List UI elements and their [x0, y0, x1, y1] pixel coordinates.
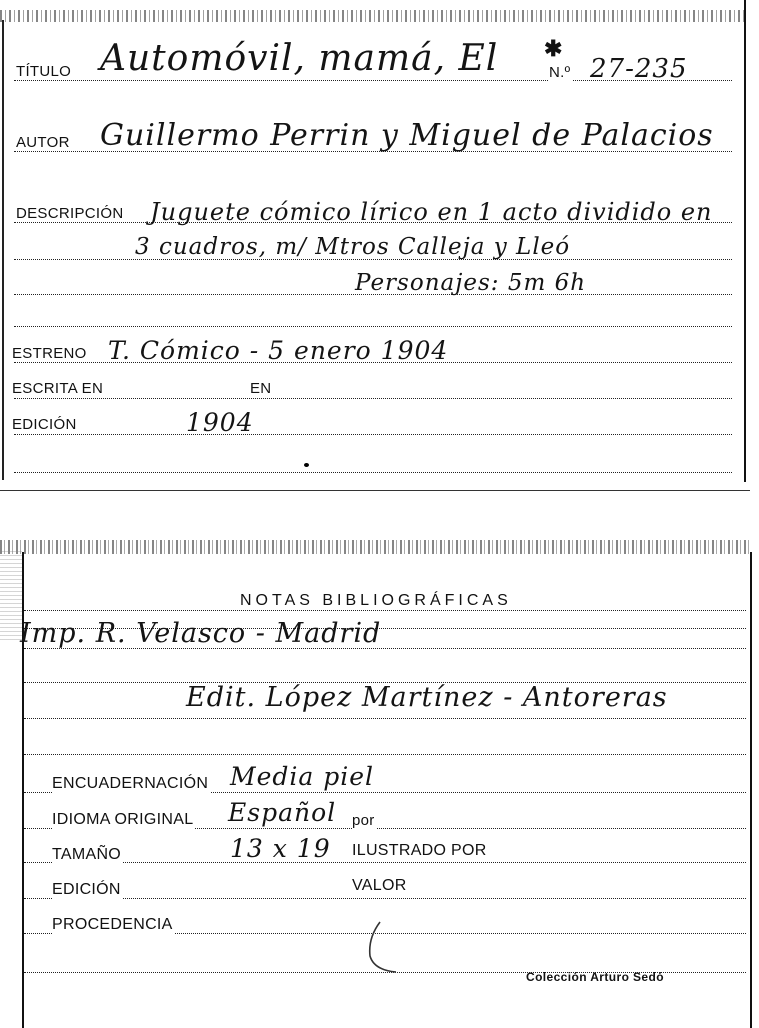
ruled-line — [24, 898, 746, 899]
descripcion-line-1: Juguete cómico lírico en 1 acto dividido en — [150, 198, 713, 226]
numero-label: N.º — [549, 64, 571, 81]
asterisk-mark-icon: ✱ — [544, 36, 563, 61]
ink-speck — [304, 463, 309, 467]
autor-value: Guillermo Perrin y Miguel de Palacios — [100, 118, 714, 153]
autor-label: AUTOR — [16, 134, 70, 151]
idioma-original-label: IDIOMA ORIGINAL — [52, 811, 194, 828]
ruled-line — [14, 398, 732, 399]
pencil-mark — [360, 914, 420, 976]
titulo-value: Automóvil, mamá, El — [100, 38, 499, 79]
nota-editorial: Edit. López Martínez - Antoreras — [186, 682, 668, 713]
card-stain — [0, 550, 22, 640]
descripcion-line-2: 3 cuadros, m/ Mtros Calleja y Lleó — [135, 234, 571, 260]
titulo-label: TÍTULO — [16, 63, 72, 80]
card-torn-edge — [0, 10, 744, 22]
encuadernacion-label: ENCUADERNACIÓN — [52, 775, 209, 792]
descripcion-line-3: Personajes: 5m 6h — [355, 270, 587, 296]
ruled-line — [24, 862, 746, 863]
encuadernacion-value: Media piel — [230, 762, 375, 791]
ruled-line — [14, 472, 732, 473]
ilustrado-por-label: ILUSTRADO POR — [352, 842, 487, 859]
coleccion-footer: Colección Arturo Sedó — [526, 970, 664, 984]
catalog-card-bottom — [0, 540, 759, 1028]
numero-value: 27-235 — [590, 54, 688, 84]
ruled-line — [24, 754, 746, 755]
nota-imprenta: Imp. R. Velasco - Madrid — [20, 618, 382, 649]
estreno-value: T. Cómico - 5 enero 1904 — [108, 336, 449, 365]
ruled-line — [14, 434, 732, 435]
estreno-label: ESTRENO — [12, 345, 87, 362]
ruled-line — [14, 326, 732, 327]
notas-bibliograficas-heading: NOTAS BIBLIOGRÁFICAS — [236, 592, 516, 610]
ruled-line — [24, 718, 746, 719]
tamano-value: 13 x 19 — [230, 834, 331, 863]
edicion-value: 1904 — [186, 408, 254, 437]
en-label: EN — [250, 380, 272, 397]
card-left-border — [2, 20, 4, 480]
ruled-line — [24, 610, 746, 611]
idioma-original-value: Español — [228, 798, 337, 827]
descripcion-label: DESCRIPCIÓN — [16, 205, 124, 222]
procedencia-label: PROCEDENCIA — [52, 916, 173, 933]
valor-label: VALOR — [352, 877, 407, 894]
ruled-line — [24, 648, 746, 649]
tamano-label: TAMAÑO — [52, 846, 122, 863]
edicion-label: EDICIÓN — [52, 881, 121, 898]
edicion-label: EDICIÓN — [12, 416, 77, 433]
escrita-en-label: ESCRITA EN — [12, 380, 104, 397]
catalog-card-top — [0, 0, 746, 482]
card-bottom-edge — [0, 490, 750, 491]
por-label: por — [352, 812, 375, 829]
